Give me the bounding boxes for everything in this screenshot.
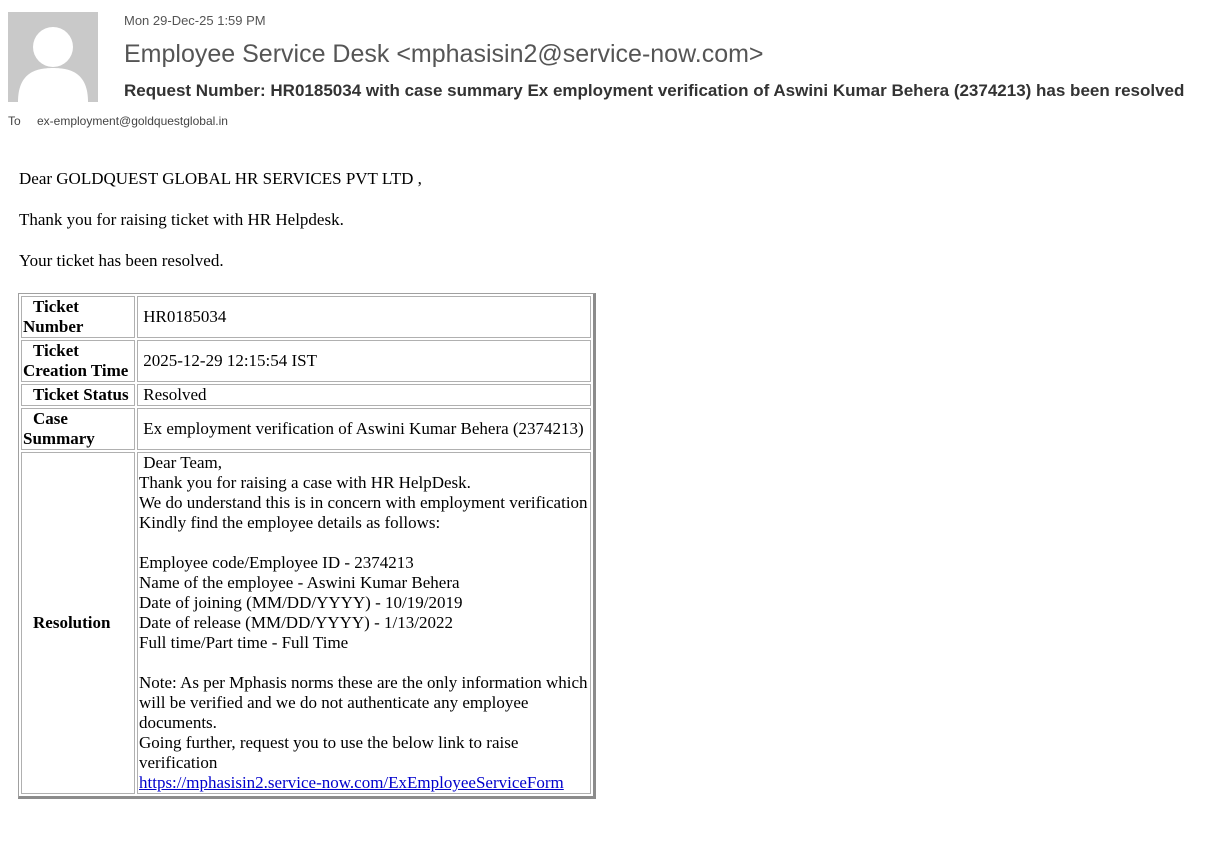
- resolution-line: Full time/Part time - Full Time: [139, 633, 349, 652]
- ex-employee-service-form-link[interactable]: https://mphasisin2.service-now.com/ExEmployeeServiceForm: [139, 773, 564, 792]
- table-row: [21, 384, 591, 406]
- case-summary-value: Ex employment verification of Aswini Kumar Behera (2374213): [137, 408, 591, 450]
- ticket-table-wrapper: [18, 293, 596, 799]
- case-summary-label: Case Summary: [21, 408, 135, 450]
- ticket-number-label: Ticket Number: [21, 296, 135, 338]
- resolution-line: We do understand this is in concern with employment verification: [139, 493, 588, 512]
- ticket-creation-value: 2025-12-29 12:15:54 IST: [137, 340, 591, 382]
- ticket-status-value: Resolved: [137, 384, 591, 406]
- to-label: To: [8, 114, 21, 128]
- ticket-creation-label: Ticket Creation Time: [21, 340, 135, 382]
- ticket-number-value: HR0185034: [137, 296, 591, 338]
- body-line-thanks: Thank you for raising ticket with HR Helpdesk.: [19, 210, 344, 229]
- table-row: [21, 296, 591, 338]
- email-sender[interactable]: Employee Service Desk <mphasisin2@service-now.com>: [124, 40, 764, 68]
- email-subject: Request Number: HR0185034 with case summary Ex employment verification of Aswini Kumar Behera (2374213) has been resolved: [124, 81, 1185, 100]
- resolution-line: Thank you for raising a case with HR HelpDesk.: [139, 473, 471, 492]
- resolution-value: [137, 452, 591, 794]
- person-silhouette-icon: [8, 12, 98, 102]
- table-row: [21, 408, 591, 450]
- sender-avatar[interactable]: [8, 12, 98, 102]
- resolution-label: Resolution: [21, 452, 135, 794]
- table-row: [21, 340, 591, 382]
- table-row: [21, 452, 591, 794]
- resolution-line: Date of joining (MM/DD/YYYY) - 10/19/2019: [139, 593, 463, 612]
- ticket-details-table: [18, 293, 596, 799]
- body-line-resolved: Your ticket has been resolved.: [19, 251, 224, 270]
- resolution-line: Dear Team,: [143, 453, 222, 472]
- resolution-line: Date of release (MM/DD/YYYY) - 1/13/2022: [139, 613, 453, 632]
- email-recipients: [8, 114, 228, 128]
- ticket-status-label: Ticket Status: [21, 384, 135, 406]
- resolution-line: Name of the employee - Aswini Kumar Behera: [139, 573, 460, 592]
- resolution-line: Note: As per Mphasis norms these are the only information which will be verified and we do not authenticate any employee documents.: [139, 673, 588, 732]
- email-body: [19, 169, 422, 271]
- email-datetime: Mon 29-Dec-25 1:59 PM: [124, 13, 266, 28]
- greeting-line: Dear GOLDQUEST GLOBAL HR SERVICES PVT LTD ,: [19, 169, 422, 188]
- resolution-line: Kindly find the employee details as follows:: [139, 513, 441, 532]
- resolution-line: Going further, request you to use the below link to raise verification: [139, 733, 519, 772]
- recipient-address[interactable]: ex-employment@goldquestglobal.in: [37, 114, 228, 128]
- resolution-line: Employee code/Employee ID - 2374213: [139, 553, 414, 572]
